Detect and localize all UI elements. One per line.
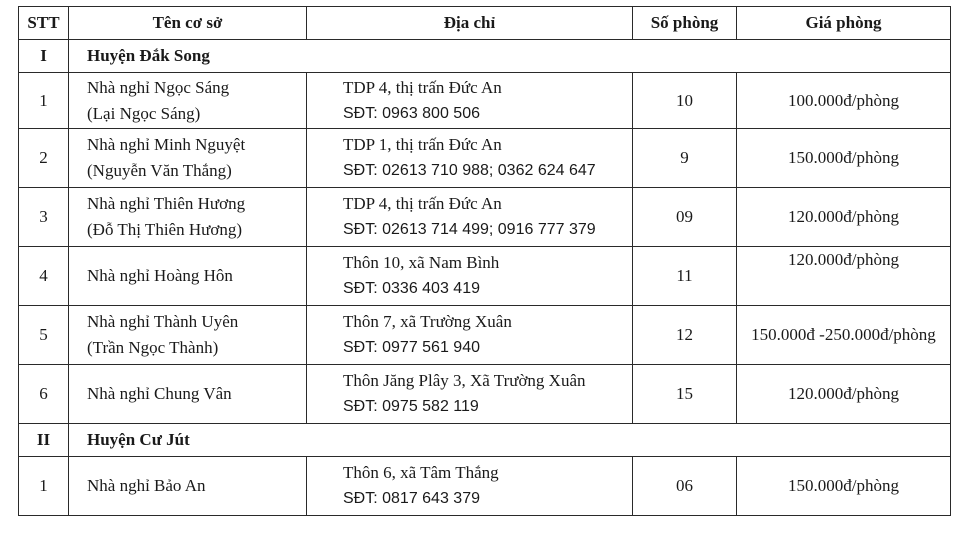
facility-owner: (Trần Ngọc Thành)	[87, 338, 219, 357]
room-price: 150.000đ -250.000đ/phòng	[737, 306, 951, 365]
facility-cell	[69, 457, 307, 516]
facility-cell	[69, 188, 307, 247]
room-price: 150.000đ/phòng	[737, 457, 951, 516]
rooms-count: 15	[633, 365, 737, 424]
room-price: 120.000đ/phòng	[737, 188, 951, 247]
phone-text: SĐT: 0977 561 940	[343, 339, 480, 356]
row-stt: 6	[19, 365, 69, 424]
address-cell	[307, 306, 633, 365]
facility-cell	[69, 365, 307, 424]
address-cell	[307, 129, 633, 188]
table-row	[19, 129, 951, 188]
section-title: Huyện Cư Jút	[69, 424, 951, 457]
facility-name: Nhà nghỉ Minh Nguyệt	[87, 135, 246, 154]
facility-name: Nhà nghỉ Thành Uyên	[87, 312, 239, 331]
address-text: Thôn 6, xã Tâm Thắng	[343, 463, 499, 482]
table-row	[19, 365, 951, 424]
table-row	[19, 247, 951, 306]
room-price: 100.000đ/phòng	[737, 73, 951, 129]
header-name: Tên cơ sở	[69, 7, 307, 40]
address-text: Thôn 10, xã Nam Bình	[343, 253, 500, 272]
rooms-count: 09	[633, 188, 737, 247]
facility-name: Nhà nghỉ Hoàng Hôn	[87, 266, 233, 285]
phone-text: SĐT: 0336 403 419	[343, 280, 480, 297]
row-stt: 1	[19, 457, 69, 516]
address-text: Thôn 7, xã Trường Xuân	[343, 312, 512, 331]
facility-name: Nhà nghỉ Thiên Hương	[87, 194, 246, 213]
rooms-count: 11	[633, 247, 737, 306]
facility-cell	[69, 247, 307, 306]
table-row	[19, 188, 951, 247]
rooms-count: 06	[633, 457, 737, 516]
room-price: 120.000đ/phòng	[737, 365, 951, 424]
address-cell	[307, 457, 633, 516]
header-stt: STT	[19, 7, 69, 40]
facility-cell	[69, 129, 307, 188]
rooms-count: 10	[633, 73, 737, 129]
facility-cell	[69, 73, 307, 129]
phone-text: SĐT: 0963 800 506	[343, 104, 480, 122]
facility-name: Nhà nghỉ Chung Vân	[87, 384, 232, 403]
section-row-dak-song	[19, 40, 951, 73]
section-numeral: I	[19, 40, 69, 73]
room-price: 120.000đ/phòng	[737, 247, 951, 306]
phone-text: SĐT: 02613 714 499; 0916 777 379	[343, 221, 596, 238]
row-stt: 1	[19, 73, 69, 129]
section-row-cu-jut	[19, 424, 951, 457]
section-title: Huyện Đắk Song	[69, 40, 951, 73]
address-cell	[307, 188, 633, 247]
header-address: Địa chỉ	[307, 7, 633, 40]
row-stt: 3	[19, 188, 69, 247]
header-price: Giá phòng	[737, 7, 951, 40]
table-row	[19, 457, 951, 516]
section-numeral: II	[19, 424, 69, 457]
phone-text: SĐT: 02613 710 988; 0362 624 647	[343, 162, 596, 179]
facility-owner: (Nguyễn Văn Thắng)	[87, 161, 232, 180]
address-text: TDP 4, thị trấn Đức An	[343, 194, 502, 213]
row-stt: 4	[19, 247, 69, 306]
rooms-count: 9	[633, 129, 737, 188]
room-price: 150.000đ/phòng	[737, 129, 951, 188]
phone-text: SĐT: 0975 582 119	[343, 398, 479, 415]
address-cell	[307, 247, 633, 306]
address-cell	[307, 365, 633, 424]
row-stt: 2	[19, 129, 69, 188]
facility-owner: (Đỗ Thị Thiên Hương)	[87, 220, 242, 239]
address-text: Thôn Jăng Plây 3, Xã Trường Xuân	[343, 371, 586, 390]
rooms-count: 12	[633, 306, 737, 365]
facility-name: Nhà nghỉ Bảo An	[87, 476, 206, 495]
phone-text: SĐT: 0817 643 379	[343, 490, 480, 507]
header-rooms: Số phòng	[633, 7, 737, 40]
address-text: TDP 4, thị trấn Đức An	[343, 77, 502, 97]
accommodation-table	[18, 6, 951, 516]
facility-cell	[69, 306, 307, 365]
facility-name: Nhà nghỉ Ngọc Sáng	[87, 77, 230, 97]
table-row	[19, 73, 951, 129]
table-row	[19, 306, 951, 365]
row-stt: 5	[19, 306, 69, 365]
address-text: TDP 1, thị trấn Đức An	[343, 135, 502, 154]
facility-owner: (Lại Ngọc Sáng)	[87, 103, 201, 123]
header-row	[19, 7, 951, 40]
address-cell	[307, 73, 633, 129]
